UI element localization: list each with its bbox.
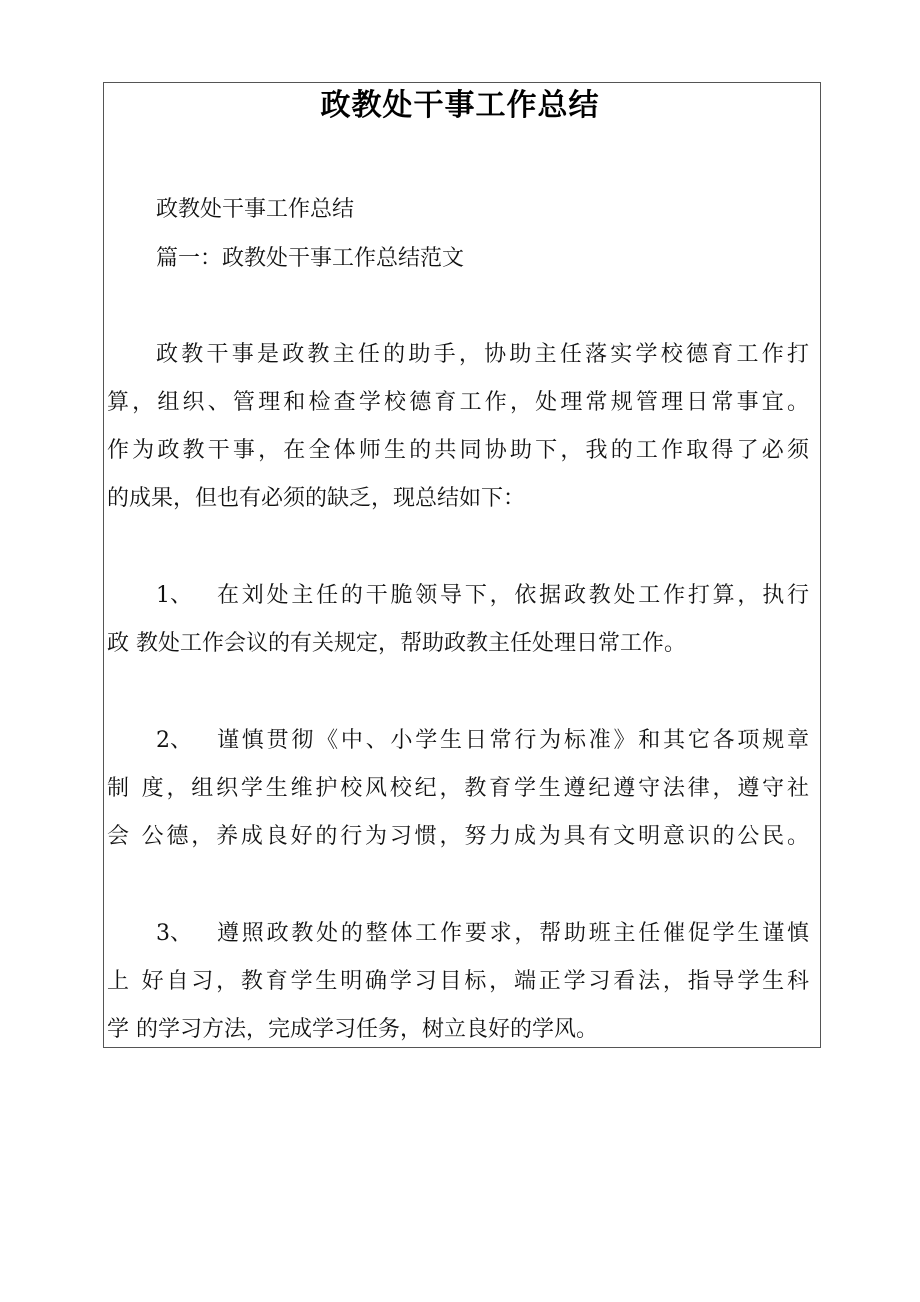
subtitle: 政教处干事工作总结 — [156, 197, 355, 222]
item-2-line-3: 会 公德，养成良好的行为习惯，努力成为具有文明意识的公民。 — [107, 824, 809, 849]
item-1-first-line: 在刘处主任的干脆领导下，依据政教处工作打算，执行 — [217, 583, 809, 608]
item-1-number: 1、 — [156, 583, 192, 608]
item-3-line-2: 上 好自习，教育学生明确学习目标，端正学习看法，指导学生科 — [107, 969, 809, 994]
section-heading: 篇一：政教处干事工作总结范文 — [156, 246, 465, 271]
item-3-number: 3、 — [156, 921, 192, 946]
document-title: 政教处干事工作总结 — [320, 88, 600, 123]
intro-line-1: 政教干事是政教主任的助手，协助主任落实学校德育工作打 — [156, 342, 809, 367]
page-border — [103, 82, 821, 1048]
item-2-number: 2、 — [156, 728, 192, 753]
intro-line-3: 作为政教干事，在全体师生的共同协助下，我的工作取得了必须 — [107, 438, 809, 463]
item-2-first-line: 谨慎贯彻《中、小学生日常行为标准》和其它各项规章 — [217, 728, 809, 753]
item-2-line-2: 制 度，组织学生维护校风校纪，教育学生遵纪遵守法律，遵守社 — [107, 776, 809, 801]
item-1-line-2: 政 教处工作会议的有关规定，帮助政教主任处理日常工作。 — [107, 631, 686, 656]
item-3-line-3: 学 的学习方法，完成学习任务，树立良好的学风。 — [107, 1017, 598, 1042]
intro-line-4: 的成果，但也有必须的缺乏，现总结如下： — [107, 486, 526, 511]
item-3-first-line: 遵照政教处的整体工作要求，帮助班主任催促学生谨慎 — [217, 921, 809, 946]
intro-line-2: 算，组织、管理和检查学校德育工作，处理常规管理日常事宜。 — [107, 390, 809, 415]
